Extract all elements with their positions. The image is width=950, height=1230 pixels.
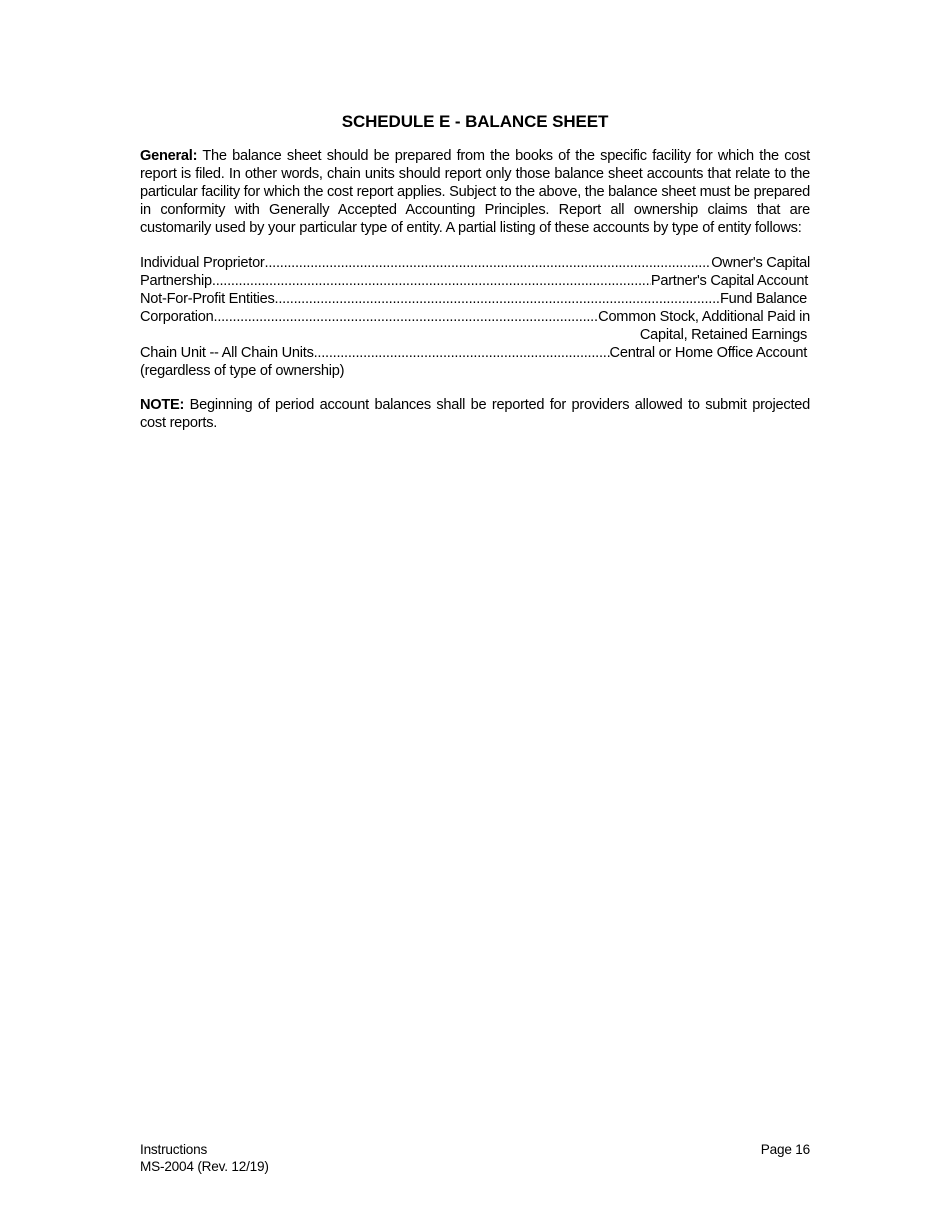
account-row [140,344,810,362]
entity-type: Not-For-Profit Entities [140,291,275,307]
account-name: Fund Balance [719,291,807,307]
entity-type: Individual Proprietor [140,255,265,271]
account-list [140,254,810,380]
account-row [140,308,810,326]
account-name-continued: Capital, Retained Earnings [639,327,807,343]
footer-form-number: MS-2004 (Rev. 12/19) [140,1159,269,1174]
page-footer [140,1141,810,1175]
account-row [140,290,810,308]
account-row [140,254,810,272]
entity-type: Partnership [140,273,212,289]
account-name: Common Stock, Additional Paid in [598,309,810,325]
dot-leader [314,344,610,362]
entity-type: Corporation [140,309,214,325]
footer-doc-type: Instructions [140,1142,208,1157]
account-name: Central or Home Office Account [609,345,807,361]
page-title: SCHEDULE E - BALANCE SHEET [341,112,609,131]
document-page [140,111,810,432]
note-text: Beginning of period account balances shall be reported for providers allowed to submit projected cost reports. [140,397,810,431]
dot-leader [275,290,720,308]
dot-leader [214,308,599,326]
general-text: The balance sheet should be prepared from the books of the specific facility for which the cost report is filed. In other words, chain units should report only those balance sheet accounts that relate to the particular facility for which the cost report applies. Subject to the above, the balance sheet must be prepared in conformity with Generally Accepted Accounting Principles. Report all ownership claims that are customarily used by your particular type of entity. A partial listing of these accounts by type of entity follows: [140,148,810,236]
dot-leader [265,254,712,272]
general-paragraph [140,147,810,237]
note-paragraph [140,396,810,432]
dot-leader [212,272,651,290]
account-name: Partner's Capital Account [650,273,808,289]
general-label: General: [140,148,198,164]
account-name: Owner's Capital [711,255,810,271]
note-label: NOTE: [140,397,185,413]
entity-type: Chain Unit -- All Chain Units [140,345,314,361]
entity-type-continued: (regardless of type of ownership) [140,363,345,379]
page-number: Page 16 [760,1142,810,1157]
account-row [140,272,810,290]
